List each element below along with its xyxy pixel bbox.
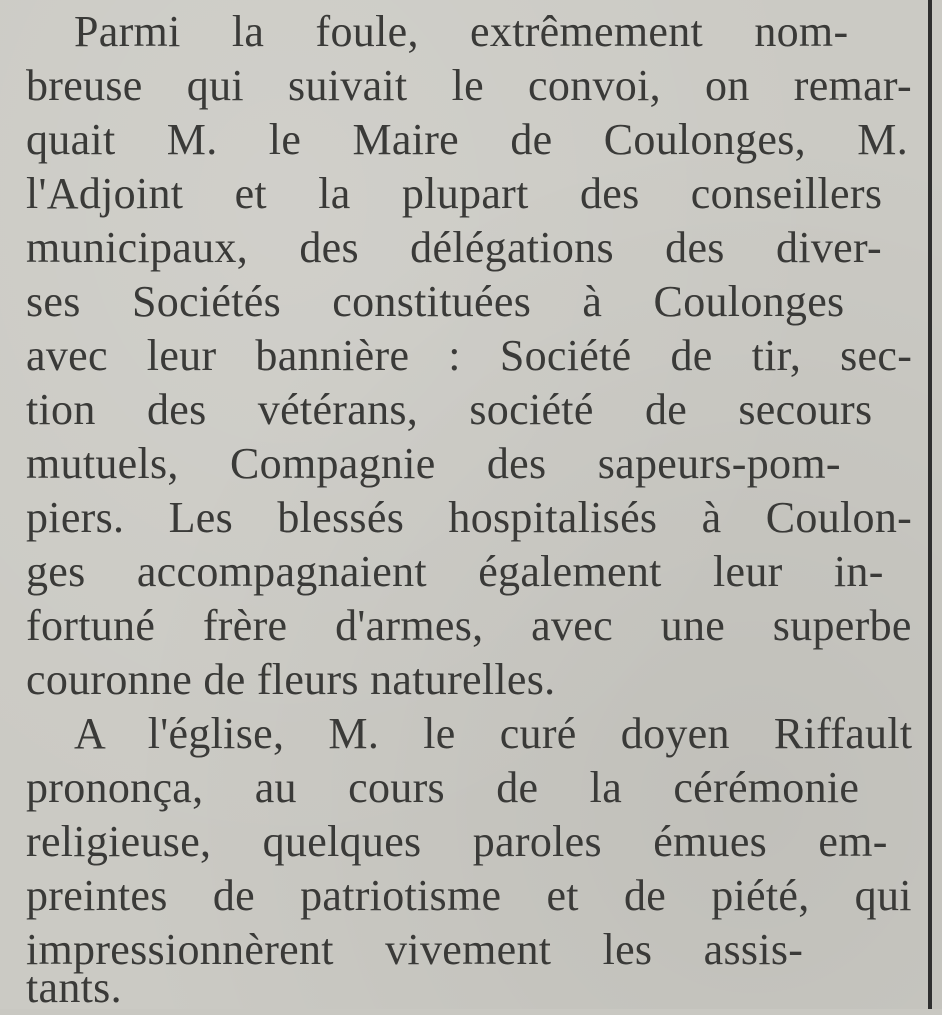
text-line: couronne de fleurs naturelles. <box>26 655 556 704</box>
text-line: Parmi la foule, extrêmement nom- <box>74 7 849 56</box>
text-line: l'Adjoint et la plupart des conseillers <box>26 169 883 218</box>
text-line: quait M. le Maire de Coulonges, M. <box>26 115 908 164</box>
text-line: prononça, au cours de la cérémonie <box>26 763 860 812</box>
text-line: municipaux, des délégations des diver- <box>26 223 882 272</box>
text-line: religieuse, quelques paroles émues em- <box>26 817 888 866</box>
text-line: ges accompagnaient également leur in- <box>26 547 884 596</box>
text-line: A l'église, M. le curé doyen Riffault <box>74 709 913 758</box>
column-divider <box>928 0 932 1009</box>
text-line: fortuné frère d'armes, avec une superbe <box>26 601 912 650</box>
text-line: breuse qui suivait le convoi, on remar- <box>26 61 912 110</box>
text-line: tants. <box>26 963 122 1012</box>
text-line: ses Sociétés constituées à Coulonges <box>26 277 845 326</box>
text-line: avec leur bannière : Société de tir, sec- <box>26 331 913 380</box>
text-line: piers. Les blessés hospitalisés à Coulon- <box>26 493 913 542</box>
text-line: preintes de patriotisme et de piété, qui <box>26 871 912 920</box>
text-line: tion des vétérans, société de secours <box>26 385 873 434</box>
text-line: impressionnèrent vivement les assis- <box>26 925 804 974</box>
text-line: mutuels, Compagnie des sapeurs-pom- <box>26 439 841 488</box>
